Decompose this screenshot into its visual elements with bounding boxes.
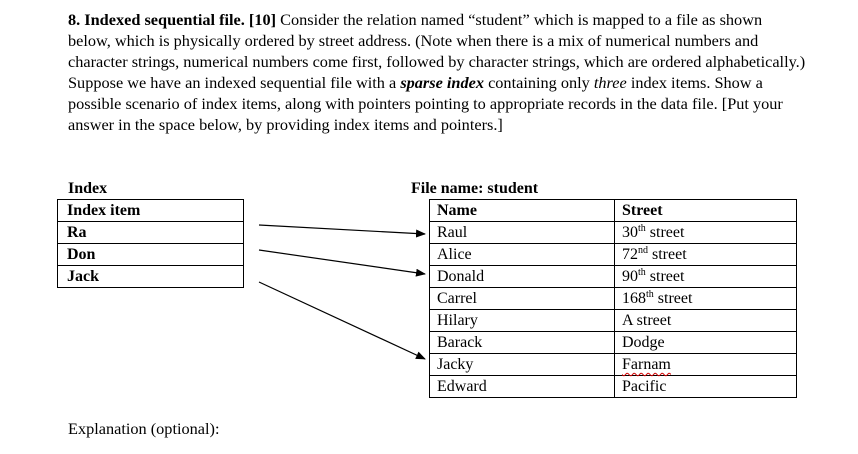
question-body-3: index items. Show a possible scenario of index items, along with pointers pointing to appropriate records in the data file. [Put your answer in the space below, by providing index items and pointers.] xyxy=(68,73,783,134)
student-name: Hilary xyxy=(430,310,615,332)
index-label: Index xyxy=(68,180,108,197)
index-table xyxy=(57,199,244,288)
pointer-arrow-don xyxy=(259,250,425,274)
question-text xyxy=(68,9,808,135)
student-name: Barack xyxy=(430,332,615,354)
index-item: Don xyxy=(58,244,244,266)
student-street: 30th street xyxy=(615,222,797,244)
table-row xyxy=(430,310,797,332)
student-street: Dodge xyxy=(615,332,797,354)
index-row xyxy=(58,244,244,266)
table-row xyxy=(430,266,797,288)
student-street: Pacific xyxy=(615,376,797,398)
student-name: Alice xyxy=(430,244,615,266)
table-row xyxy=(430,376,797,398)
student-street: A street xyxy=(615,310,797,332)
student-header-row xyxy=(430,200,797,222)
table-row xyxy=(430,222,797,244)
index-row xyxy=(58,266,244,288)
student-street xyxy=(615,354,797,376)
student-street: 72nd street xyxy=(615,244,797,266)
student-name: Jacky xyxy=(430,354,615,376)
index-item: Jack xyxy=(58,266,244,288)
student-street: 168th street xyxy=(615,288,797,310)
student-name: Edward xyxy=(430,376,615,398)
student-street: 90th street xyxy=(615,266,797,288)
street-column-header: Street xyxy=(615,200,797,222)
index-row xyxy=(58,222,244,244)
file-name-label: File name: student xyxy=(411,180,539,197)
index-header-row xyxy=(58,200,244,222)
index-item-header: Index item xyxy=(58,200,244,222)
student-name: Raul xyxy=(430,222,615,244)
table-row xyxy=(430,288,797,310)
emph-three: three xyxy=(593,73,627,92)
question-heading: 8. Indexed sequential file. [10] xyxy=(68,10,277,29)
table-row xyxy=(430,354,797,376)
student-table xyxy=(429,199,797,398)
spellcheck-underlined-text: Farnam xyxy=(622,356,671,373)
index-item: Ra xyxy=(58,222,244,244)
name-column-header: Name xyxy=(430,200,615,222)
student-name: Carrel xyxy=(430,288,615,310)
table-row xyxy=(430,332,797,354)
table-row xyxy=(430,244,797,266)
emph-sparse-index: sparse index xyxy=(400,73,484,92)
pointer-arrow-jack xyxy=(259,282,425,359)
question-body-1: Consider the relation named “student” which is mapped to a file as shown below, which is physically ordered by street address. (Note when there is a mix of numerical numbers and character strings, numerical numbers come first, followed by character strings, which are ordered alphabetically.) Suppose we have an indexed sequential file with a xyxy=(68,10,806,92)
question-body-2: containing only xyxy=(484,73,594,92)
pointer-arrow-ra xyxy=(259,225,425,234)
explanation-label: Explanation (optional): xyxy=(68,419,220,438)
student-name: Donald xyxy=(430,266,615,288)
